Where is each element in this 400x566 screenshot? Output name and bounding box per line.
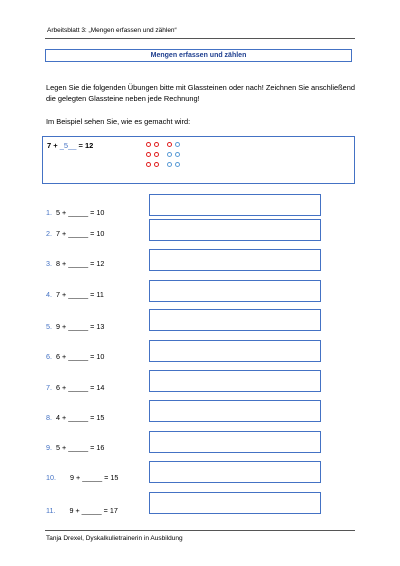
exercise-expression: 9 + _____ = 17 bbox=[69, 506, 118, 515]
example-intro: Im Beispiel sehen Sie, wie es gemacht wird: bbox=[46, 117, 191, 126]
exercise-number: 9. bbox=[46, 443, 52, 452]
exercise-9 bbox=[46, 443, 104, 452]
blue-glass-stone bbox=[175, 152, 180, 157]
answer-drawing-box-1[interactable] bbox=[149, 194, 321, 216]
exercise-expression: 5 + _____ = 16 bbox=[56, 443, 105, 452]
blue-glass-stone bbox=[175, 162, 180, 167]
exercise-expression: 6 + _____ = 10 bbox=[56, 352, 105, 361]
exercise-1 bbox=[46, 208, 104, 217]
answer-drawing-box-9[interactable] bbox=[149, 431, 321, 453]
red-glass-stone bbox=[167, 142, 172, 147]
exercise-number: 3. bbox=[46, 259, 52, 268]
worksheet-header: Arbeitsblatt 3: „Mengen erfassen und zählen“ bbox=[47, 27, 177, 34]
exercise-number: 2. bbox=[46, 229, 52, 238]
exercise-number: 6. bbox=[46, 352, 52, 361]
example-left: 7 + bbox=[47, 141, 60, 150]
answer-drawing-box-2[interactable] bbox=[149, 219, 321, 241]
exercise-number: 5. bbox=[46, 322, 52, 331]
worksheet-title: Mengen erfassen und zählen bbox=[45, 49, 352, 62]
example-answer: 5 bbox=[63, 141, 69, 150]
exercise-4 bbox=[46, 290, 104, 299]
exercise-expression: 9 + _____ = 13 bbox=[56, 322, 105, 331]
exercise-number: 11. bbox=[46, 506, 56, 515]
answer-drawing-box-10[interactable] bbox=[149, 461, 321, 483]
exercise-expression: 5 + _____ = 10 bbox=[56, 208, 105, 217]
exercise-expression: 8 + _____ = 12 bbox=[56, 259, 105, 268]
red-glass-stone bbox=[146, 142, 151, 147]
answer-drawing-box-3[interactable] bbox=[149, 249, 321, 271]
example-equation bbox=[47, 141, 93, 150]
instructions-text: Legen Sie die folgenden Übungen bitte mit Glassteinen oder nach! Zeichnen Sie anschließend die gelegten Glassteine neben jede Rechnung! bbox=[46, 83, 355, 103]
exercise-number: 1. bbox=[46, 208, 52, 217]
footer-rule bbox=[45, 530, 355, 531]
exercise-number: 4. bbox=[46, 290, 52, 299]
red-glass-stone bbox=[154, 142, 159, 147]
answer-drawing-box-5[interactable] bbox=[149, 309, 321, 331]
answer-drawing-box-4[interactable] bbox=[149, 280, 321, 302]
red-glass-stone bbox=[154, 152, 159, 157]
header-rule bbox=[45, 38, 355, 39]
blue-glass-stone bbox=[167, 162, 172, 167]
footer-author: Tanja Drexel, Dyskalkulietrainerin in Ausbildung bbox=[46, 535, 183, 542]
red-glass-stone bbox=[146, 162, 151, 167]
blue-glass-stone bbox=[167, 152, 172, 157]
exercise-expression: 7 + _____ = 10 bbox=[56, 229, 105, 238]
answer-drawing-box-7[interactable] bbox=[149, 370, 321, 392]
answer-drawing-box-8[interactable] bbox=[149, 400, 321, 422]
red-glass-stone bbox=[146, 152, 151, 157]
exercise-7 bbox=[46, 383, 104, 392]
exercise-expression: 7 + _____ = 11 bbox=[56, 290, 104, 299]
exercise-11 bbox=[46, 506, 118, 515]
exercise-expression: 6 + _____ = 14 bbox=[56, 383, 105, 392]
example-blank-post: __ bbox=[68, 141, 77, 150]
blue-glass-stone bbox=[175, 142, 180, 147]
example-blank-pre: _ bbox=[59, 141, 64, 150]
exercise-10 bbox=[46, 473, 118, 482]
exercise-8 bbox=[46, 413, 104, 422]
exercise-number: 8. bbox=[46, 413, 52, 422]
answer-drawing-box-6[interactable] bbox=[149, 340, 321, 362]
example-right: = 12 bbox=[76, 141, 94, 150]
exercise-number: 10. bbox=[46, 473, 56, 482]
exercise-5 bbox=[46, 322, 104, 331]
answer-drawing-box-11[interactable] bbox=[149, 492, 321, 514]
exercise-number: 7. bbox=[46, 383, 52, 392]
exercise-expression: 9 + _____ = 15 bbox=[70, 473, 119, 482]
red-glass-stone bbox=[154, 162, 159, 167]
exercise-6 bbox=[46, 352, 104, 361]
exercise-3 bbox=[46, 259, 104, 268]
exercise-expression: 4 + _____ = 15 bbox=[56, 413, 105, 422]
exercise-2 bbox=[46, 229, 104, 238]
